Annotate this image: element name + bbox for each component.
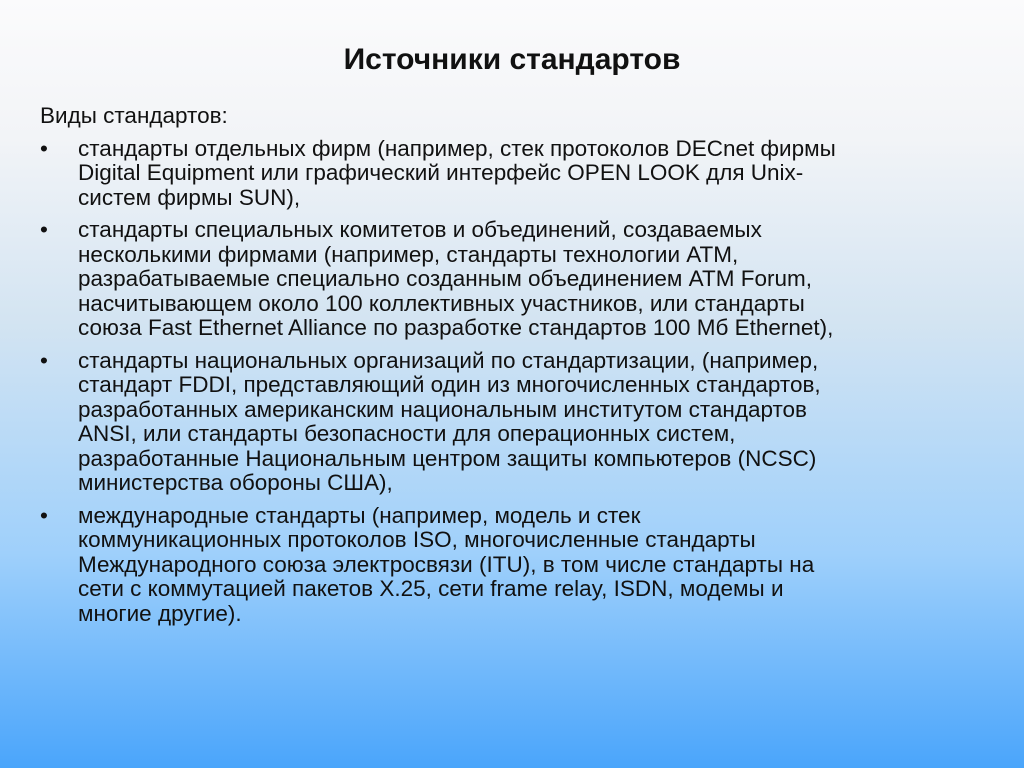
bullet-icon: • (40, 135, 48, 161)
bullet-line: министерства обороны США), (78, 470, 393, 495)
bullet-line: разрабатываемые специально созданным объединением ATM Forum, (78, 266, 812, 291)
bullet-list (40, 137, 1000, 627)
bullet-line: международные стандарты (например, модель и стек (78, 502, 641, 528)
bullet-icon: • (40, 502, 48, 528)
intro-text: Виды стандартов: (40, 103, 228, 128)
bullet-item-national-standards (40, 349, 1000, 496)
bullet-icon: • (40, 347, 48, 373)
bullet-line: стандарт FDDI, представляющий один из многочисленных стандартов, (78, 372, 821, 397)
slide-content (40, 104, 1000, 634)
bullet-line: разработанных американским национальным институтом стандартов (78, 396, 807, 422)
bullet-line: сети с коммутацией пакетов Х.25, сети frame relay, ISDN, модемы и (78, 576, 784, 601)
bullet-line: разработанные Национальным центром защиты компьютеров (NCSC) (78, 445, 817, 471)
bullet-line: Международного союза электросвязи (ITU), в том числе стандарты на (78, 551, 815, 577)
bullet-line: несколькими фирмами (например, стандарты технологии АТМ, (78, 241, 739, 267)
bullet-line: коммуникационных протоколов ISO, многочисленные стандарты (78, 527, 756, 552)
bullet-line: союза Fast Ethernet Alliance по разработке стандартов 100 Мб Ethernet), (78, 315, 834, 340)
bullet-line: стандарты отдельных фирм (например, стек протоколов DECnet фирмы (78, 135, 836, 161)
bullet-item-firm-standards (40, 137, 1000, 211)
slide-title: Источники стандартов (343, 43, 681, 76)
bullet-item-international-standards (40, 504, 1000, 627)
bullet-line: систем фирмы SUN), (78, 184, 301, 210)
bullet-line: Digital Equipment или графический интерфейс OPEN LOOK для Unix- (78, 160, 804, 185)
bullet-line: ANSI, или стандарты безопасности для операционных систем, (78, 421, 736, 446)
bullet-item-committee-standards (40, 218, 1000, 341)
bullet-line: насчитывающем около 100 коллективных участников, или стандарты (78, 290, 805, 316)
bullet-line: стандарты специальных комитетов и объединений, создаваемых (78, 217, 762, 242)
bullet-icon: • (40, 217, 48, 242)
bullet-line: стандарты национальных организаций по стандартизации, (например, (78, 347, 819, 373)
bullet-line: многие другие). (78, 600, 242, 626)
